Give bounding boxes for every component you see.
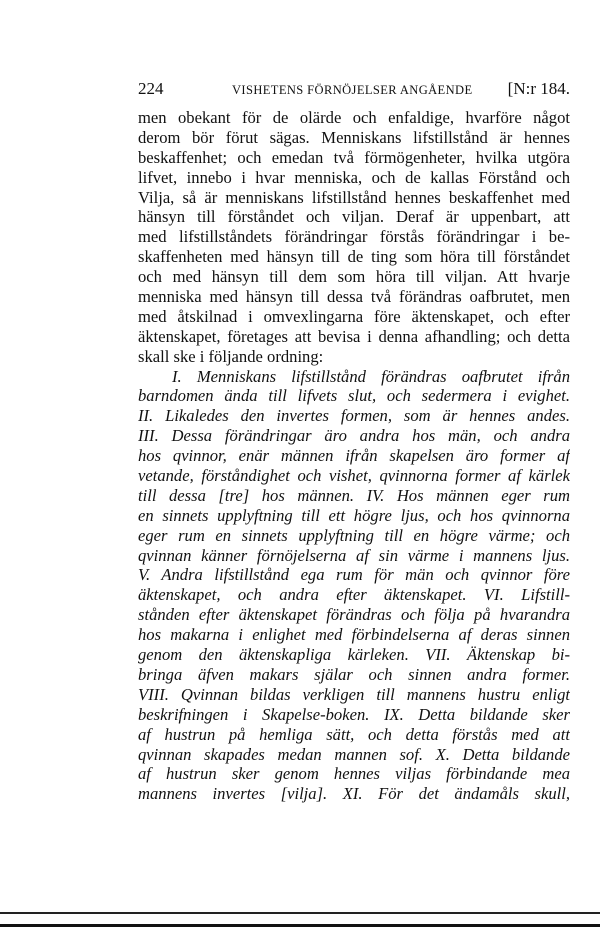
running-title: VISHETENS FÖRNÖJELSER ANGÅENDE [232, 83, 473, 97]
text-line: med åtskilnad i omvexlingarna före äktenskapet, och efter [138, 306, 570, 326]
text-line: beskrifningen i Skapelse-boken. IX. Detta bildande sker [138, 704, 570, 724]
text-line: skall ske i följande ordning: [138, 346, 324, 366]
text-line: med lifstillståndets förändringar förstås förändringar i be- [138, 227, 570, 247]
text-line: II. Likaledes den invertes formen, som är hennes andes. [138, 406, 570, 426]
text-line: och med hänsyn till dem som höra till viljan. Att hvarje [138, 267, 570, 287]
text-line: qvinnan skapades medan mannen sof. X. Detta bildande [138, 744, 570, 764]
text-line: hos qvinnor, enär männen ifrån skapelsen äro former af [138, 446, 570, 466]
text-line: genom den äktenskapliga kärleken. VII. Äktenskap bi- [138, 645, 570, 665]
text-line: äktenskapet, och andra efter äktenskapet. VI. Lifstill- [138, 585, 570, 605]
text-line: bringa äfven makars själar och sinnen andra former. [138, 664, 570, 684]
text-line: eger rum en sinnets upplyftning till en högre värme; och [138, 525, 570, 545]
text-line: V. Andra lifstillstånd ega rum för män och qvinnor före [138, 565, 570, 585]
bottom-rule [0, 912, 600, 914]
text-line: vetande, förståndighet och vishet, qvinnorna former af kärlek [138, 466, 570, 486]
text-line: I. Menniskans lifstillstånd förändras oafbrutet ifrån [172, 366, 570, 386]
text-line: lifvet, innebo i hvar menniska, och de kallas Förstånd och [138, 167, 570, 187]
text-line: Vilja, så är menniskans lifstillstånd hennes beskaffenhet med [138, 187, 570, 207]
text-line: af hustrun sker genom hennes viljas förbindande mea [138, 764, 570, 784]
text-line: till dessa [tre] hos männen. IV. Hos männen eger rum [138, 485, 570, 505]
text-line: mannens invertes [vilja]. XI. För det ändamåls skull, [138, 784, 570, 804]
text-line: hos makarna i enlighet med förbindelserna af deras sinnen [138, 625, 570, 645]
section-number: [N:r 184. [507, 79, 570, 98]
text-line: qvinnan känner förnöjelserna af sin värme i mannens ljus. [138, 545, 570, 565]
text-line: III. Dessa förändringar äro andra hos män, och andra [138, 426, 570, 446]
text-line: barndomen ända till lifvets slut, och sedermera i evighet. [138, 386, 570, 406]
text-line: hänsyn till förståndet och viljan. Deraf är uppenbart, att [138, 207, 570, 227]
bottom-edge [0, 924, 600, 927]
text-line: äktenskapet, företages att bevisa i denna afhandling; och detta [138, 326, 570, 346]
text-line: men obekant för de olärde och enfaldige, hvarföre något [138, 108, 570, 127]
text-line: menniska med hänsyn till dessa två förändras oafbrutet, men [138, 287, 570, 307]
page-number: 224 [138, 79, 164, 98]
text-line: af hustrun på hemliga sätt, och detta förstås med att [138, 724, 570, 744]
text-line: derom bör förut sägas. Menniskans lifstillstånd är hennes [138, 127, 570, 147]
text-line: en sinnets upplyftning till ett högre ljus, och hos qvinnorna [138, 505, 570, 525]
text-line: stånden efter äktenskapet förändras och följa på hvarandra [138, 605, 570, 625]
running-head [138, 78, 570, 100]
text-line: beskaffenhet; och emedan två förmögenheter, hvilka utgöra [138, 147, 570, 167]
body-text [138, 108, 570, 804]
text-line: VIII. Qvinnan bildas verkligen till mannens hustru enligt [138, 684, 570, 704]
text-line: skaffenheten med hänsyn till de ting som höra till förståndet [138, 247, 570, 267]
